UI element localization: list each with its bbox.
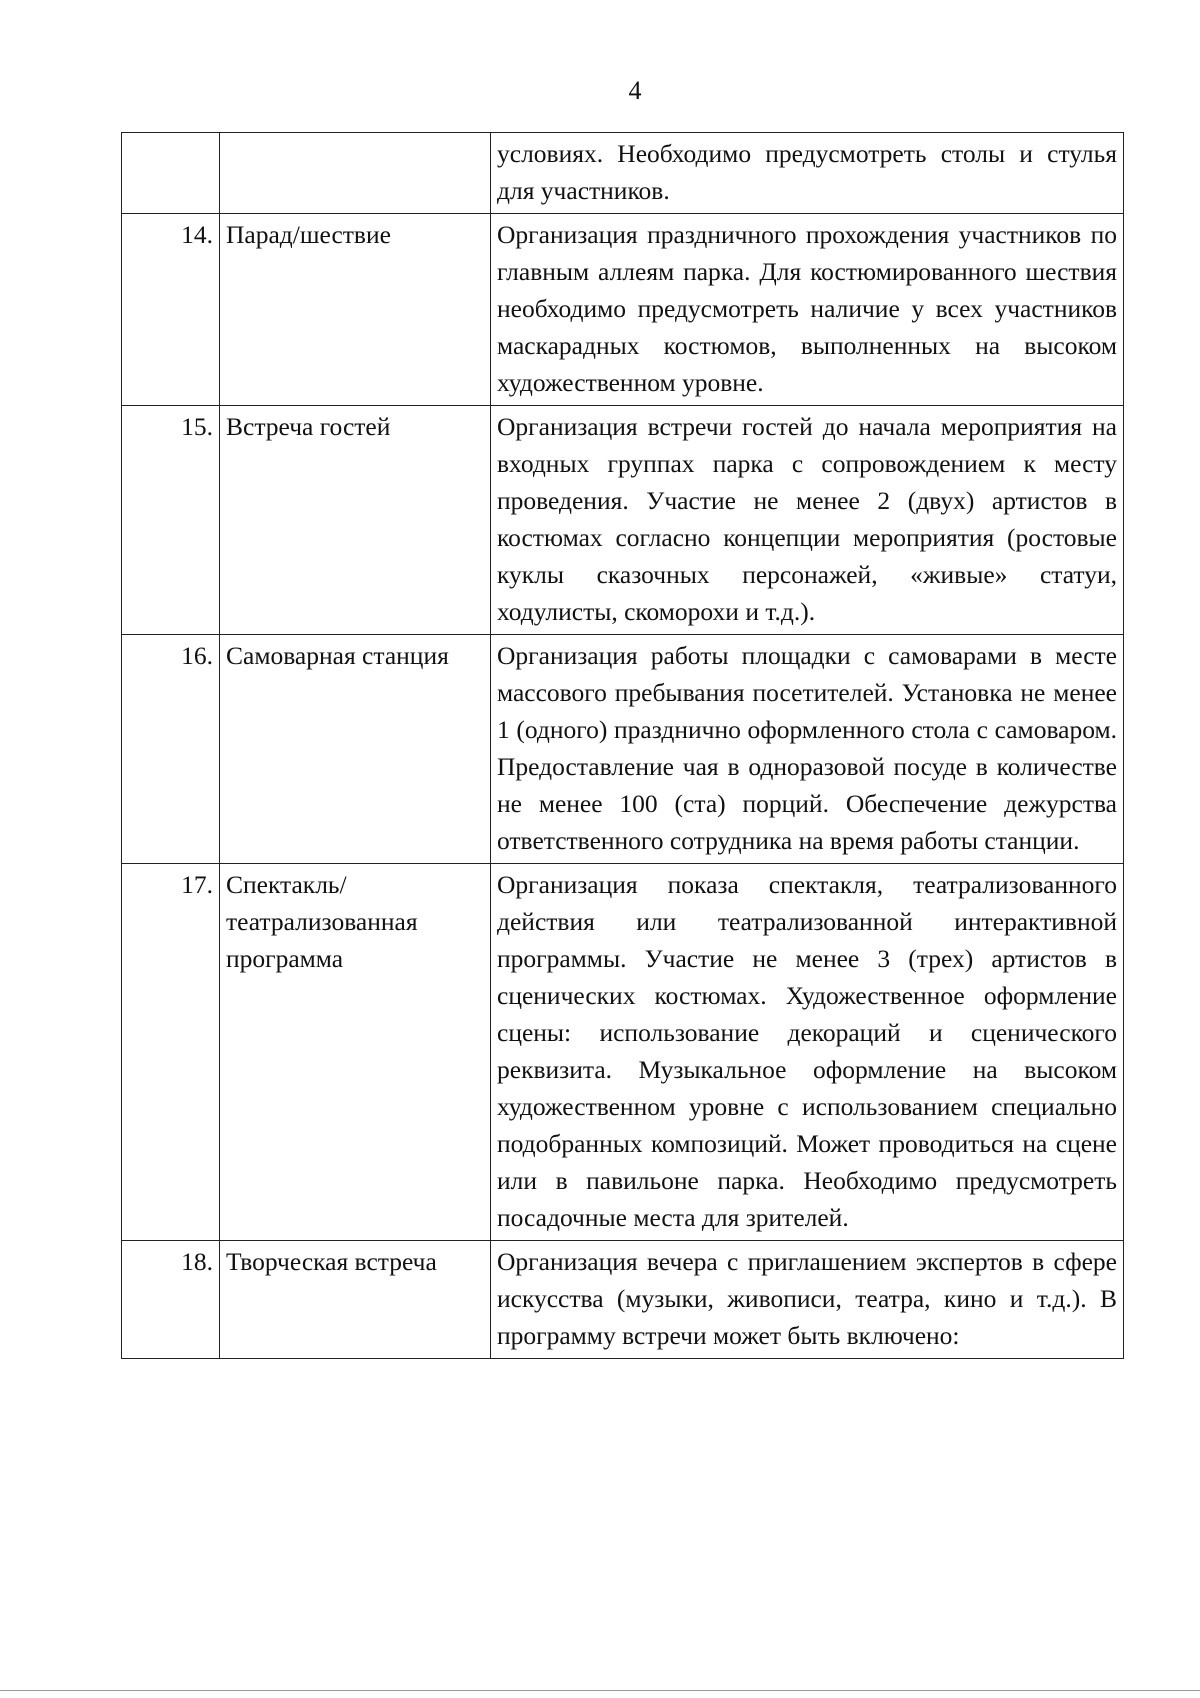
- services-table: [121, 132, 1124, 1359]
- table-row: [122, 133, 1124, 214]
- table-row: [122, 214, 1124, 406]
- event-name: [220, 133, 491, 214]
- row-number: 15.: [122, 406, 220, 635]
- table-row: [122, 1241, 1124, 1359]
- event-name: Самоварная станция: [220, 635, 491, 864]
- row-number: 16.: [122, 635, 220, 864]
- row-number: 14.: [122, 214, 220, 406]
- event-description: Организация вечера с приглашением экспертов в сфере искусства (музыки, живописи, театра, кино и т.д.). В программу встречи может быть включено:: [491, 1241, 1124, 1359]
- event-description: Организация показа спектакля, театрализованного действия или театрализованной интерактивной программы. Участие не менее 3 (трех) артистов в сценических костюмах. Художественное оформление сцены: использование декораций и сценического реквизита. Музыкальное оформление на высоком художественном уровне с использованием специально подобранных композиций. Может проводиться на сцене или в павильоне парка. Необходимо предусмотреть посадочные места для зрителей.: [491, 864, 1124, 1241]
- row-number: 18.: [122, 1241, 220, 1359]
- table-row: [122, 406, 1124, 635]
- event-name: Спектакль/ театрализованная программа: [220, 864, 491, 1241]
- row-number: 17.: [122, 864, 220, 1241]
- event-description: Организация работы площадки с самоварами в месте массового пребывания посетителей. Установка не менее 1 (одного) празднично оформленного стола с самоваром. Предоставление чая в одноразовой посуде в количестве не менее 100 (ста) порций. Обеспечение дежурства ответственного сотрудника на время работы станции.: [491, 635, 1124, 864]
- event-name: Встреча гостей: [220, 406, 491, 635]
- event-description: условиях. Необходимо предусмотреть столы и стулья для участников.: [491, 133, 1124, 214]
- table-row: [122, 635, 1124, 864]
- event-description: Организация праздничного прохождения участников по главным аллеям парка. Для костюмированного шествия необходимо предусмотреть наличие у всех участников маскарадных костюмов, выполненных на высоком художественном уровне.: [491, 214, 1124, 406]
- row-number: [122, 133, 220, 214]
- table-row: [122, 864, 1124, 1241]
- event-name: Творческая встреча: [220, 1241, 491, 1359]
- event-description: Организация встречи гостей до начала мероприятия на входных группах парка с сопровождением к месту проведения. Участие не менее 2 (двух) артистов в костюмах согласно концепции мероприятия (ростовые куклы сказочных персонажей, «живые» статуи, ходулисты, скоморохи и т.д.).: [491, 406, 1124, 635]
- page-number: 4: [628, 76, 642, 105]
- scan-edge-divider: [0, 1690, 1200, 1691]
- event-name: Парад/шествие: [220, 214, 491, 406]
